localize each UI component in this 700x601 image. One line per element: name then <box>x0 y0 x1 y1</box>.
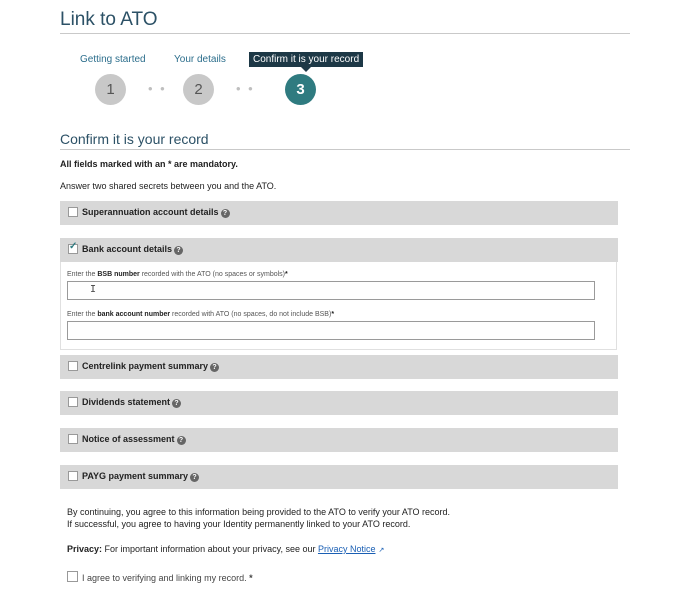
panel-label: Dividends statement <box>82 397 171 407</box>
panel-label: Bank account details <box>82 244 173 254</box>
step-circle-1[interactable]: 1 <box>95 74 126 105</box>
panel-dividends[interactable] <box>60 391 618 415</box>
agree-label[interactable]: I agree to verifying and linking my record. * <box>82 573 253 583</box>
panel-centrelink[interactable] <box>60 355 618 379</box>
account-number-input[interactable] <box>67 321 595 340</box>
external-link-icon: ↗ <box>378 547 385 554</box>
section-divider <box>60 149 630 150</box>
agree-checkbox[interactable] <box>67 571 78 582</box>
panel-bank-account[interactable] <box>60 238 618 262</box>
privacy-notice-link[interactable]: Privacy Notice <box>317 544 376 554</box>
help-icon[interactable]: ? <box>221 209 230 218</box>
bank-account-checkbox[interactable] <box>68 241 78 254</box>
step-circle-3: 3 <box>285 74 316 105</box>
help-icon[interactable]: ? <box>177 436 186 445</box>
step-label-your-details[interactable]: Your details <box>174 54 226 65</box>
step-label-confirm-record: Confirm it is your record <box>249 52 363 67</box>
help-icon[interactable]: ? <box>174 246 183 255</box>
panel-label: Notice of assessment <box>82 434 175 444</box>
panel-notice-of-assessment[interactable] <box>60 428 618 452</box>
payg-checkbox[interactable] <box>68 471 78 481</box>
instructions: Answer two shared secrets between you and the ATO. <box>60 181 277 191</box>
account-field-label: Enter the bank account number recorded with ATO (no spaces, do not include BSB)* <box>67 311 335 318</box>
section-title: Confirm it is your record <box>60 131 209 147</box>
privacy-text: For important information about your privacy, see our <box>102 544 318 554</box>
superannuation-checkbox[interactable] <box>68 207 78 217</box>
step-label-getting-started[interactable]: Getting started <box>80 54 146 65</box>
page-title: Link to ATO <box>60 9 158 30</box>
bsb-field-label: Enter the BSB number recorded with the ATO (no spaces or symbols)* <box>67 271 288 278</box>
consent-line-2: If successful, you agree to having your Identity permanently linked to your ATO record. <box>67 519 411 529</box>
check-icon: ✓ <box>69 241 78 252</box>
mandatory-note: All fields marked with an * are mandatory. <box>60 159 238 169</box>
dividends-checkbox[interactable] <box>68 397 78 407</box>
help-icon[interactable]: ? <box>190 473 199 482</box>
panel-label: Centrelink payment summary <box>82 361 209 371</box>
privacy-statement <box>67 544 384 554</box>
notice-checkbox[interactable] <box>68 434 78 444</box>
panel-label: Superannuation account details <box>82 207 219 217</box>
centrelink-checkbox[interactable] <box>68 361 78 371</box>
help-icon[interactable]: ? <box>172 399 181 408</box>
bsb-input[interactable] <box>67 281 595 300</box>
panel-payg[interactable] <box>60 465 618 489</box>
help-icon[interactable]: ? <box>210 363 219 372</box>
title-divider <box>60 33 630 34</box>
privacy-label: Privacy: <box>67 544 103 554</box>
step-circle-2[interactable]: 2 <box>183 74 214 105</box>
text-cursor-icon: I <box>90 284 97 295</box>
step-separator: • • <box>236 81 255 96</box>
panel-label: PAYG payment summary <box>82 471 189 481</box>
panel-superannuation[interactable] <box>60 201 618 225</box>
step-separator: • • <box>148 81 167 96</box>
consent-line-1: By continuing, you agree to this information being provided to the ATO to verify your ATO record. <box>67 507 451 517</box>
